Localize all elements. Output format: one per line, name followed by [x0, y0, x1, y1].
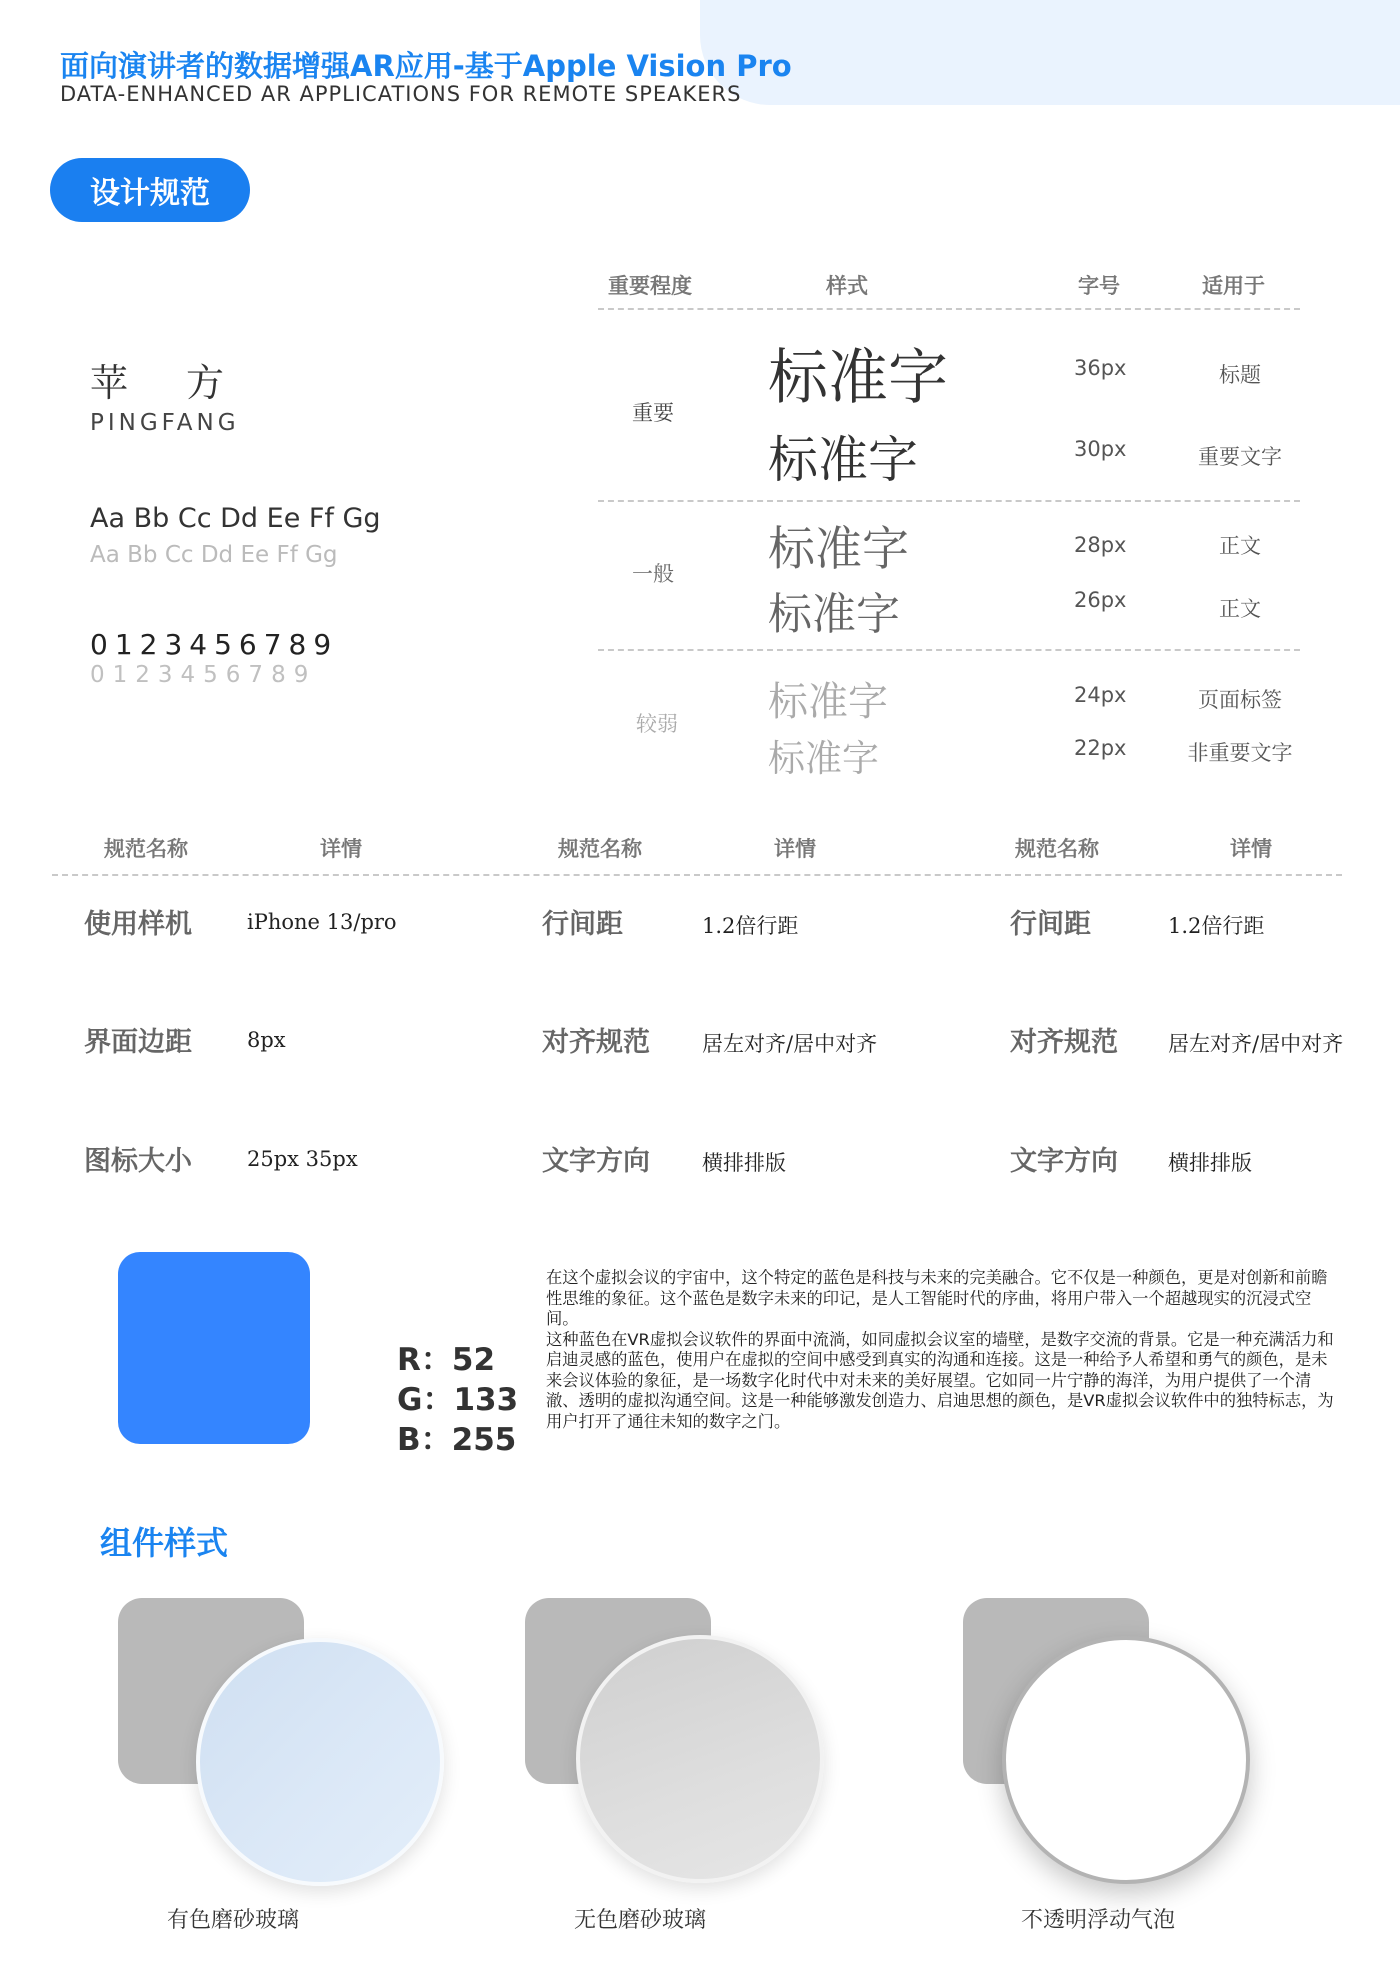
type-size: 24px — [1074, 683, 1127, 707]
color-swatch — [118, 1252, 310, 1444]
section-badge: 设计规范 — [50, 158, 250, 222]
components-section-title: 组件样式 — [100, 1524, 229, 1562]
type-sample: 标准字 — [768, 589, 900, 640]
spec-value: 横排排版 — [1168, 1151, 1252, 1175]
spec-name: 对齐规范 — [1010, 1027, 1118, 1058]
component-label: 不透明浮动气泡 — [1020, 1908, 1175, 1933]
type-usage: 标题 — [1219, 363, 1261, 387]
rgb-blue-value: B：255 — [397, 1422, 517, 1458]
color-description — [546, 1268, 1341, 1432]
header-background-shape — [700, 0, 1400, 105]
font-name-en: PINGFANG — [90, 410, 240, 436]
spec-name: 对齐规范 — [542, 1027, 650, 1058]
spec-value: 25px 35px — [247, 1147, 358, 1171]
type-sample: 标准字 — [768, 431, 918, 489]
spec-value: 横排排版 — [702, 1151, 786, 1175]
component-label: 有色磨砂玻璃 — [166, 1908, 299, 1933]
type-usage: 页面标签 — [1198, 688, 1282, 712]
alphabet-sample-light: Aa Bb Cc Dd Ee Ff Gg — [90, 542, 338, 568]
type-size: 26px — [1074, 588, 1127, 612]
spec-name: 行间距 — [1010, 909, 1091, 940]
spec-name: 文字方向 — [1010, 1146, 1118, 1177]
type-table-header-importance: 重要程度 — [608, 274, 692, 298]
opaque-floating-bubble-circle — [1002, 1636, 1250, 1884]
spec-table-divider — [52, 874, 1342, 876]
type-table-header-size: 字号 — [1078, 274, 1120, 298]
type-size: 22px — [1074, 736, 1127, 760]
color-description-paragraph: 在这个虚拟会议的宇宙中，这个特定的蓝色是科技与未来的完美融合。它不仅是一种颜色，更是对创新和前瞻性思维的象征。这个蓝色是数字未来的印记，是人工智能时代的序曲，将用户带入一个超越现实的沉浸式空间。 — [546, 1268, 1328, 1328]
type-size: 30px — [1074, 437, 1127, 461]
type-table-divider — [598, 308, 1300, 310]
type-usage: 非重要文字 — [1187, 741, 1293, 765]
type-sample: 标准字 — [768, 522, 909, 577]
type-table-header-usage: 适用于 — [1202, 274, 1265, 298]
spec-name: 行间距 — [542, 909, 623, 940]
type-sample: 标准字 — [768, 679, 888, 725]
alphabet-sample: Aa Bb Cc Dd Ee Ff Gg — [90, 503, 381, 534]
spec-value: 居左对齐/居中对齐 — [1168, 1032, 1344, 1056]
type-usage: 正文 — [1219, 534, 1261, 558]
digits-sample-light: 0123456789 — [90, 662, 317, 688]
rgb-red-value: R：52 — [397, 1342, 496, 1378]
spec-header-detail: 详情 — [774, 837, 816, 861]
spec-value: 1.2倍行距 — [702, 914, 799, 938]
type-sample: 标准字 — [768, 737, 879, 780]
spec-value: 1.2倍行距 — [1168, 914, 1265, 938]
spec-header-name: 规范名称 — [558, 837, 642, 861]
font-name-cn: 苹方 — [90, 361, 283, 405]
type-table-divider — [598, 500, 1300, 502]
type-usage: 正文 — [1219, 597, 1261, 621]
type-size: 36px — [1074, 356, 1127, 380]
page-title: 面向演讲者的数据增强AR应用-基于Apple Vision Pro — [60, 49, 792, 83]
color-description-paragraph: 这种蓝色在VR虚拟会议软件的界面中流淌，如同虚拟会议室的墙壁，是数字交流的背景。它是一种充满活力和启迪灵感的蓝色，使用户在虚拟的空间中感受到真实的沟通和连接。这是一种给予人希望和勇气的颜色，是未来会议体验的象征，是一场数字化时代中对未来的美好展望。它如同一片宁静的海洋，为用户提供了一个清澈、透明的虚拟沟通空间。这是一种能够激发创造力、启迪思想的颜色，是VR虚拟会议软件中的独特标志，为用户打开了通往未知的数字之门。 — [546, 1329, 1334, 1431]
spec-value: 居左对齐/居中对齐 — [702, 1032, 878, 1056]
spec-name: 图标大小 — [84, 1146, 192, 1177]
spec-header-detail: 详情 — [320, 837, 362, 861]
spec-header-name: 规范名称 — [1015, 837, 1099, 861]
component-label: 无色磨砂玻璃 — [573, 1908, 706, 1933]
type-sample: 标准字 — [768, 343, 948, 413]
spec-header-detail: 详情 — [1230, 837, 1272, 861]
level-label: 较弱 — [636, 712, 678, 736]
level-label: 一般 — [632, 562, 674, 586]
type-table-divider — [598, 649, 1300, 651]
spec-value: iPhone 13/pro — [247, 910, 397, 934]
tinted-frosted-glass-circle — [196, 1638, 444, 1886]
page-subtitle: DATA-ENHANCED AR APPLICATIONS FOR REMOTE SPEAKERS — [60, 82, 742, 106]
spec-value: 8px — [247, 1028, 286, 1052]
type-table-header-style: 样式 — [826, 274, 868, 298]
spec-name: 文字方向 — [542, 1146, 650, 1177]
spec-name: 界面边距 — [84, 1027, 192, 1058]
spec-name: 使用样机 — [84, 909, 192, 940]
spec-header-name: 规范名称 — [104, 837, 188, 861]
digits-sample: 0123456789 — [90, 628, 339, 661]
rgb-green-value: G：133 — [397, 1382, 519, 1418]
clear-frosted-glass-circle — [576, 1635, 824, 1883]
level-label: 重要 — [632, 401, 674, 425]
type-usage: 重要文字 — [1198, 445, 1282, 469]
type-size: 28px — [1074, 533, 1127, 557]
